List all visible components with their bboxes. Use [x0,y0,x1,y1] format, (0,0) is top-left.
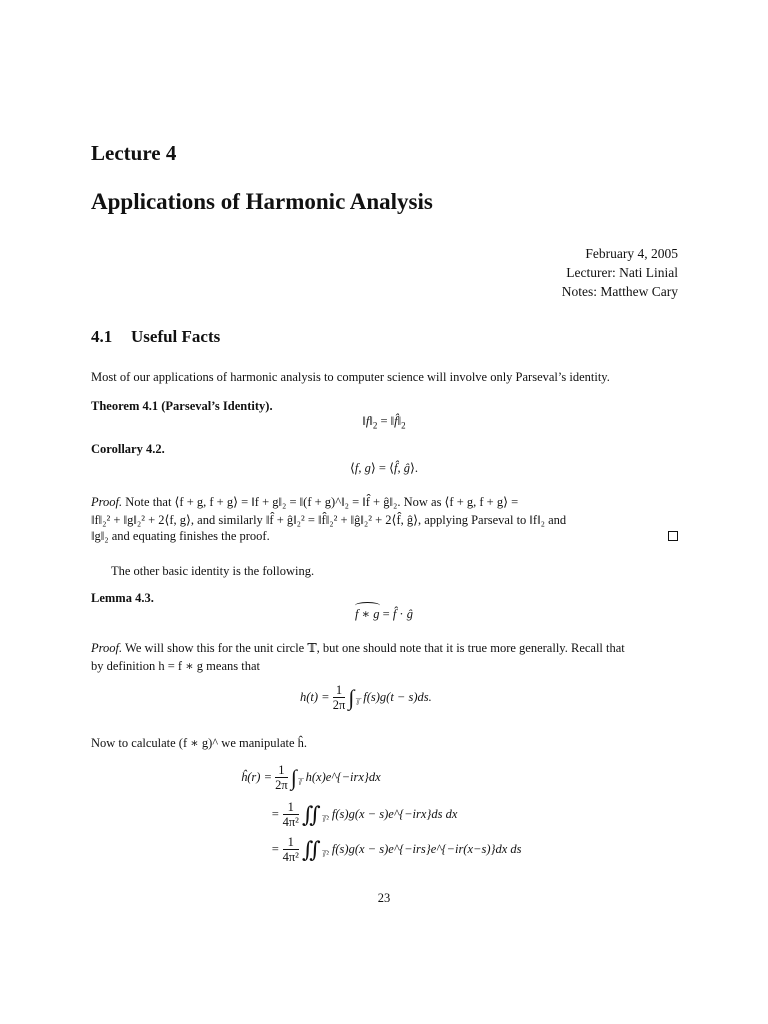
double-integral-sign: ∬ [302,837,321,862]
other-identity-text: The other basic identity is the following. [111,564,315,578]
equation-row-1: ĥ(r) = $\frac{1}{2\pi}$ $\int_𝕋$ h(x)e^{−irx}dx [241,763,381,792]
calc-intro-text: Now to calculate (f ∗ g)^ we manipulate ĥ. [91,736,308,750]
page-number: 23 [377,891,391,905]
section-number: 4.1 [91,327,113,346]
intro-paragraph: Most of our applications of harmonic analysis to computer science will involve only Parseval’s identity. [91,370,610,384]
fraction: $\frac{1}{2\pi}$ [332,683,346,712]
double-integral-sign: ∬ [302,802,321,827]
proof-label-2: Proof. [91,641,123,655]
section-heading [91,327,220,347]
proof-convolution-line1 [91,640,625,656]
proof-convolution-line2: by definition h = f ∗ g means that [91,659,260,673]
section-title: Useful Facts [131,327,221,346]
notes-author: Notes: Matthew Cary [561,284,678,299]
lemma-equation: f ∗ g = f̂ · ĝ [0,606,768,622]
corollary-label: Corollary 4.2. [91,442,165,456]
lecture-date: February 4, 2005 [585,246,678,261]
theorem-label: Theorem 4.1 (Parseval’s Identity). [91,399,273,413]
equation-row-3: = $\frac{1}{\text{4π²}}$ $∬_{𝕋^2}$ f(s)g(x − s)e^{−irs}e^{−ir(x−s)}dx ds [271,835,522,864]
qed-box-icon [668,531,678,541]
proof-parseval-text-1: Note that ⟨f + g, f + g⟩ = ‖f + g‖₂ = ‖(f + g)^‖₂ = ‖f̂ + ĝ‖₂. Now as ⟨f + g, f + g⟩ = [125,495,519,509]
lecturer-name: Lecturer: Nati Linial [566,265,678,280]
theorem-equation: $‖f‖_2$ = $‖f̂‖_2$ [362,414,406,431]
integral-sign: ∫ [348,685,355,710]
proof-convolution-text-1: We will show this for the unit circle 𝕋, but one should note that it is true more generally. Recall that [125,641,625,655]
lecture-number: Lecture 4 [91,141,177,165]
integral-sign: ∫ [290,765,297,790]
proof-parseval-line1 [91,494,678,510]
equation-row-2: = $\frac{1}{\text{4π²}}$ $∬_{𝕋^2}$ f(s)g(x − s)e^{−irx}ds dx [271,800,458,829]
lemma-label: Lemma 4.3. [91,591,154,605]
proof-parseval-line3: ‖g‖₂ and equating finishes the proof. [91,529,270,543]
corollary-equation: ⟨f, g⟩ = ⟨f̂, ĝ⟩. [350,461,418,475]
equation-h-definition: h(t) = $\frac{1}{2\pi}$ $\int_𝕋$ f(s)g(t − s)ds. [300,683,432,712]
proof-label: Proof. [91,495,123,509]
proof-parseval-line2: ‖f‖₂² + ‖g‖₂² + 2⟨f, g⟩, and similarly ‖f̂ + ĝ‖₂² = ‖f̂‖₂² + ‖ĝ‖₂² + 2⟨f̂, ĝ⟩, applying Parseval to ‖f‖₂ and [91,513,567,527]
lecture-title: Applications of Harmonic Analysis [91,189,433,214]
